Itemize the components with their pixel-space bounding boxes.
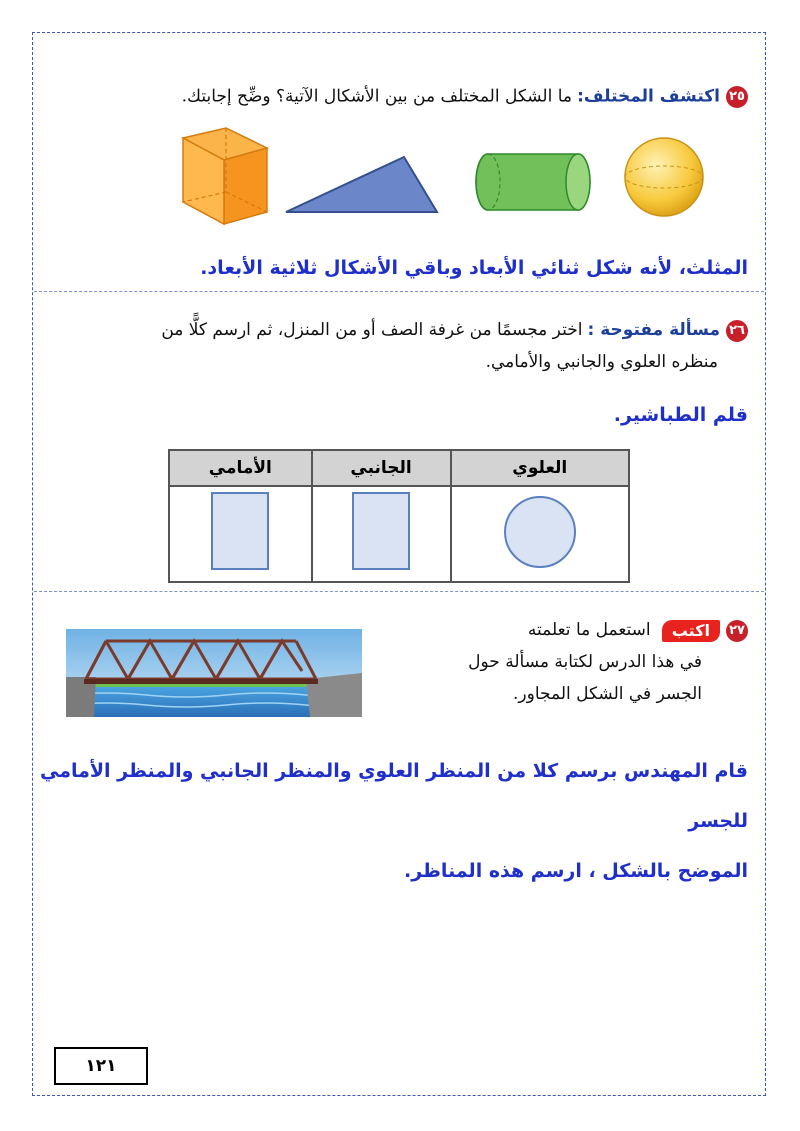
q25-answer: المثلث، لأنه شكل ثنائي الأبعاد وباقي الأشكال ثلاثية الأبعاد. xyxy=(200,257,748,279)
top-view-cell xyxy=(451,486,629,582)
q27-answer-line2: الموضح بالشكل ، ارسم هذه المناظر. xyxy=(404,860,748,882)
q27-line1: استعمل ما تعلمته xyxy=(527,620,651,640)
q27-number: ٢٧ xyxy=(726,620,748,642)
q26-text-line1: اختر مجسمًا من غرفة الصف أو من المنزل، ثم ارسم كلًّا من xyxy=(161,320,583,340)
q27-answer xyxy=(28,746,748,896)
q27-badge: اكتب xyxy=(662,620,720,642)
sphere-shape xyxy=(625,138,703,216)
views-table xyxy=(168,449,630,583)
views-header-top: العلوي xyxy=(451,450,629,486)
q25-title: اكتشف المختلف: xyxy=(577,86,720,107)
q26-prompt xyxy=(28,314,748,378)
triangle-shape xyxy=(286,157,437,212)
q27-prompt xyxy=(368,614,748,710)
bridge-illustration xyxy=(66,629,362,717)
q26-answer: قلم الطباشير. xyxy=(613,404,748,426)
q26-text-line2: منظره العلوي والجانبي والأمامي. xyxy=(485,352,718,372)
q26-title: مسألة مفتوحة : xyxy=(587,320,720,340)
q27-answer-line1: قام المهندس برسم كلا من المنظر العلوي والمنظر الجانبي والمنظر الأمامي للجسر xyxy=(39,760,748,832)
front-view-cell xyxy=(169,486,312,582)
cylinder-shape xyxy=(476,154,590,210)
separator-2 xyxy=(34,591,764,592)
page-number: ١٢١ xyxy=(54,1047,148,1085)
side-view-rectangle xyxy=(351,491,411,573)
q27-line2: في هذا الدرس لكتابة مسألة حول xyxy=(468,652,702,672)
views-header-side: الجانبي xyxy=(312,450,451,486)
front-view-rectangle xyxy=(210,491,270,573)
q25-number: ٢٥ xyxy=(726,86,748,108)
side-view-cell xyxy=(312,486,451,582)
views-header-front: الأمامي xyxy=(169,450,312,486)
q26-number: ٢٦ xyxy=(726,320,748,342)
separator-1 xyxy=(34,291,764,292)
q25-text: ما الشكل المختلف من بين الأشكال الآتية؟ وضِّح إجابتك. xyxy=(181,86,572,107)
cube-shape xyxy=(183,128,267,224)
q25-prompt xyxy=(48,86,748,108)
top-view-circle xyxy=(500,492,580,572)
q27-line3: الجسر في الشكل المجاور. xyxy=(513,684,702,704)
